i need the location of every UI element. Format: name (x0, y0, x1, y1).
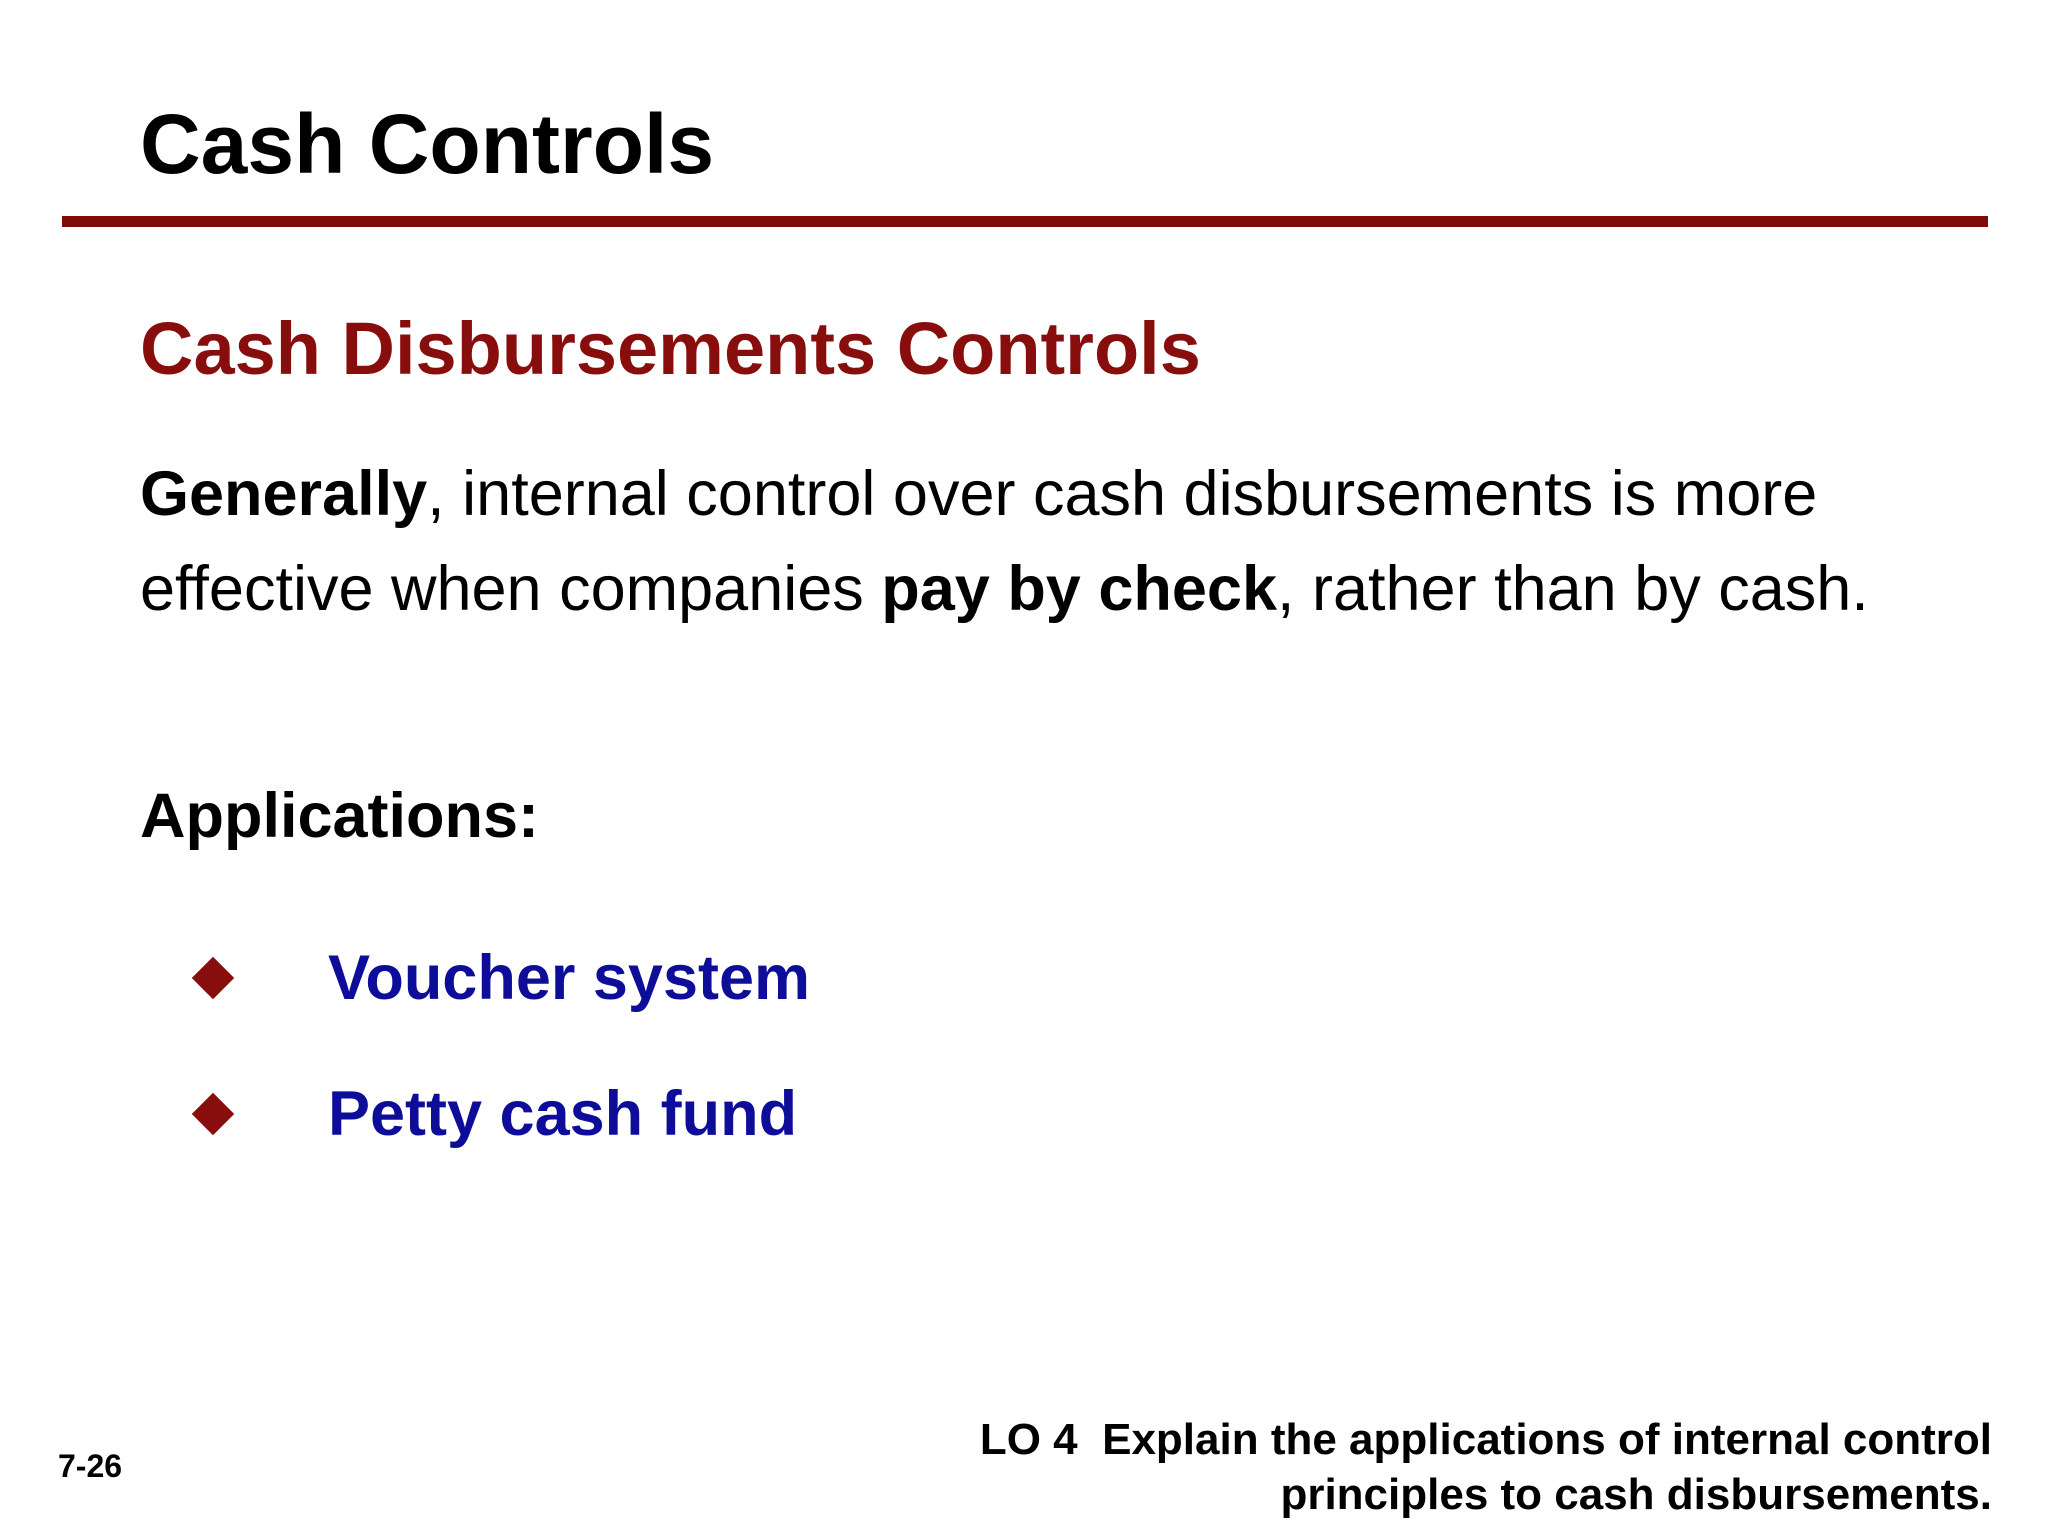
list-item (190, 1046, 810, 1182)
list-item (190, 910, 810, 1046)
paragraph-text-1: , internal control over cash disbursements is more effective when companies (140, 459, 1818, 624)
learning-objective-note (980, 1412, 1992, 1522)
diamond-bullet-icon (192, 957, 234, 999)
title-divider (62, 216, 1988, 227)
application-voucher-system: Voucher system (328, 943, 811, 1013)
body-paragraph (140, 447, 1940, 637)
applications-heading: Applications: (140, 781, 540, 851)
learning-objective-line-2: principles to cash disbursements. (1280, 1470, 1992, 1519)
paragraph-text-2: , rather than by cash. (1276, 554, 1869, 624)
section-subtitle: Cash Disbursements Controls (140, 307, 1201, 390)
applications-list (190, 910, 810, 1182)
slide-number: 7-26 (58, 1448, 123, 1484)
learning-objective-line-1: LO 4 Explain the applications of internal control (979, 1415, 1992, 1464)
emphasis-generally: Generally (140, 459, 428, 529)
emphasis-pay-by-check: pay by check (881, 554, 1277, 624)
application-petty-cash-fund: Petty cash fund (328, 1079, 798, 1149)
diamond-bullet-icon (192, 1093, 234, 1135)
slide-title: Cash Controls (140, 97, 715, 191)
